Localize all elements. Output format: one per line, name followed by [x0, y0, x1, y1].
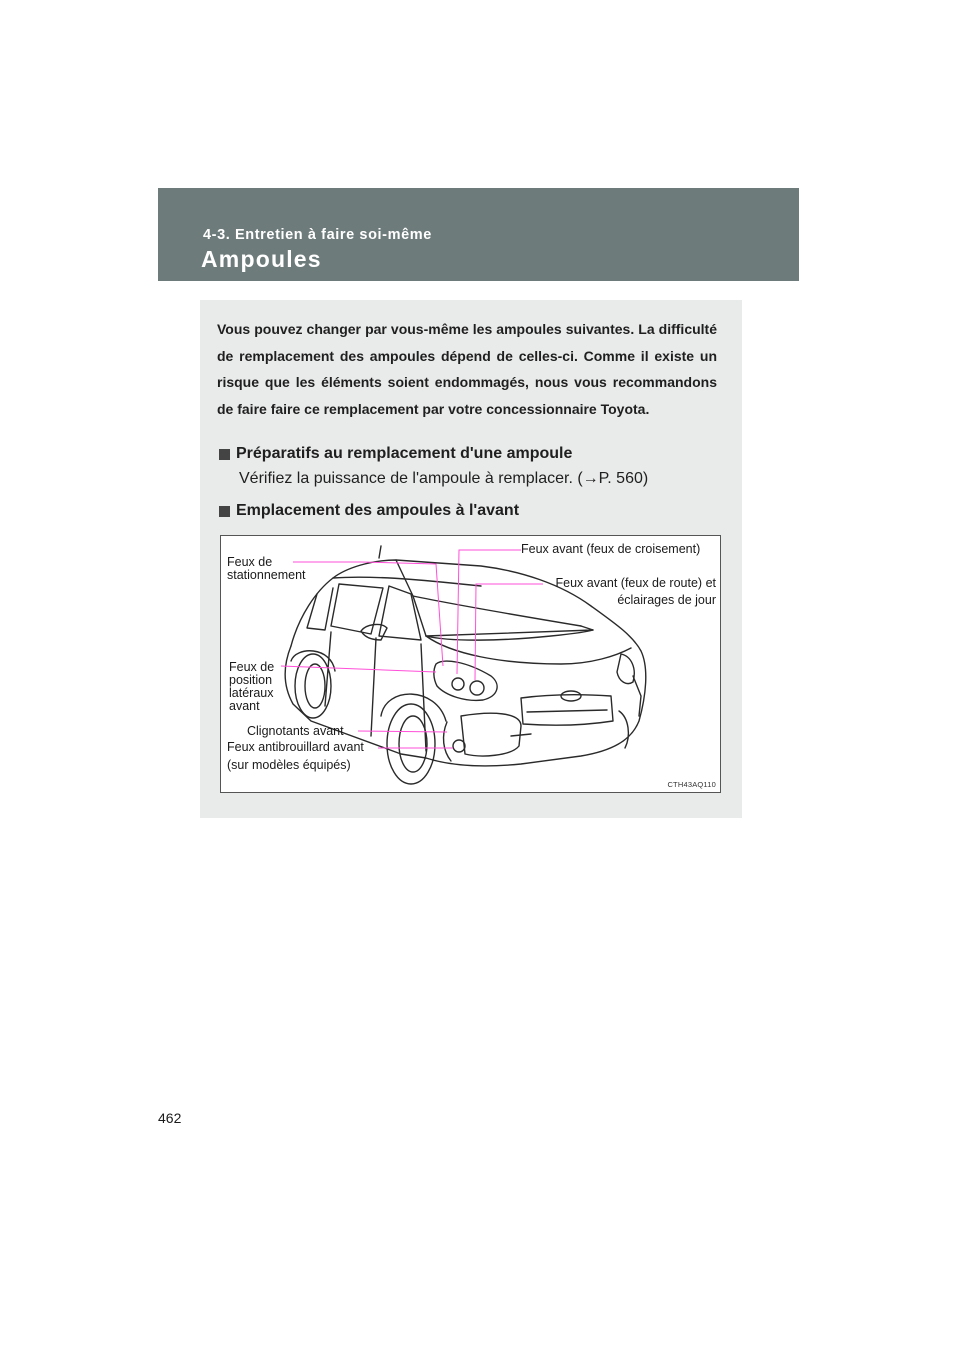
square-bullet-icon	[219, 449, 230, 460]
label-high-beam	[555, 577, 716, 607]
label-high-beam-line1: Feux avant (feux de route) et	[555, 576, 716, 590]
label-side-line1: Feux de	[229, 660, 275, 674]
subheading-preparation-text: Préparatifs au remplacement d'une ampoule	[236, 445, 573, 462]
subheading-location	[219, 502, 519, 520]
car-figure	[220, 535, 721, 793]
preparation-text: Vérifiez la puissance de l'ampoule à remplacer. (→P. 560)	[239, 470, 649, 487]
label-side-line2: position	[229, 673, 273, 687]
label-fog-light	[227, 741, 364, 772]
label-fog-line1: Feux antibrouillard avant	[227, 740, 364, 754]
header-band	[158, 188, 799, 281]
label-low-beam: Feux avant (feux de croisement)	[521, 542, 701, 556]
label-side-marker	[229, 661, 274, 713]
label-parking-light	[227, 556, 306, 582]
label-fog-line2: (sur modèles équipés)	[227, 758, 351, 772]
label-parking-line1: Feux de	[227, 555, 273, 569]
label-parking-line2: stationnement	[227, 568, 306, 582]
content-box	[200, 300, 742, 818]
subheading-location-text: Emplacement des ampoules à l'avant	[236, 502, 520, 519]
label-turn-signal: Clignotants avant	[247, 724, 344, 738]
section-label: 4-3. Entretien à faire soi-même	[203, 227, 432, 243]
square-bullet-icon	[219, 506, 230, 517]
label-side-line4: avant	[229, 699, 260, 713]
figure-code: CTH43AQ110	[667, 780, 716, 789]
page-title: Ampoules	[201, 246, 322, 272]
label-side-line3: latéraux	[229, 686, 274, 700]
intro-paragraph: Vous pouvez changer par vous-même les ampoules suivantes. La difficulté de remplacement des ampoules dépend de celles-ci. Comme il existe un risque que les éléments soient endommagés, nous vous recommandons de faire faire ce remplacement par votre concessionnaire Toyota.	[217, 321, 717, 417]
label-high-beam-line2: éclairages de jour	[617, 593, 716, 607]
page-number: 462	[158, 1110, 182, 1126]
subheading-preparation	[219, 445, 572, 463]
